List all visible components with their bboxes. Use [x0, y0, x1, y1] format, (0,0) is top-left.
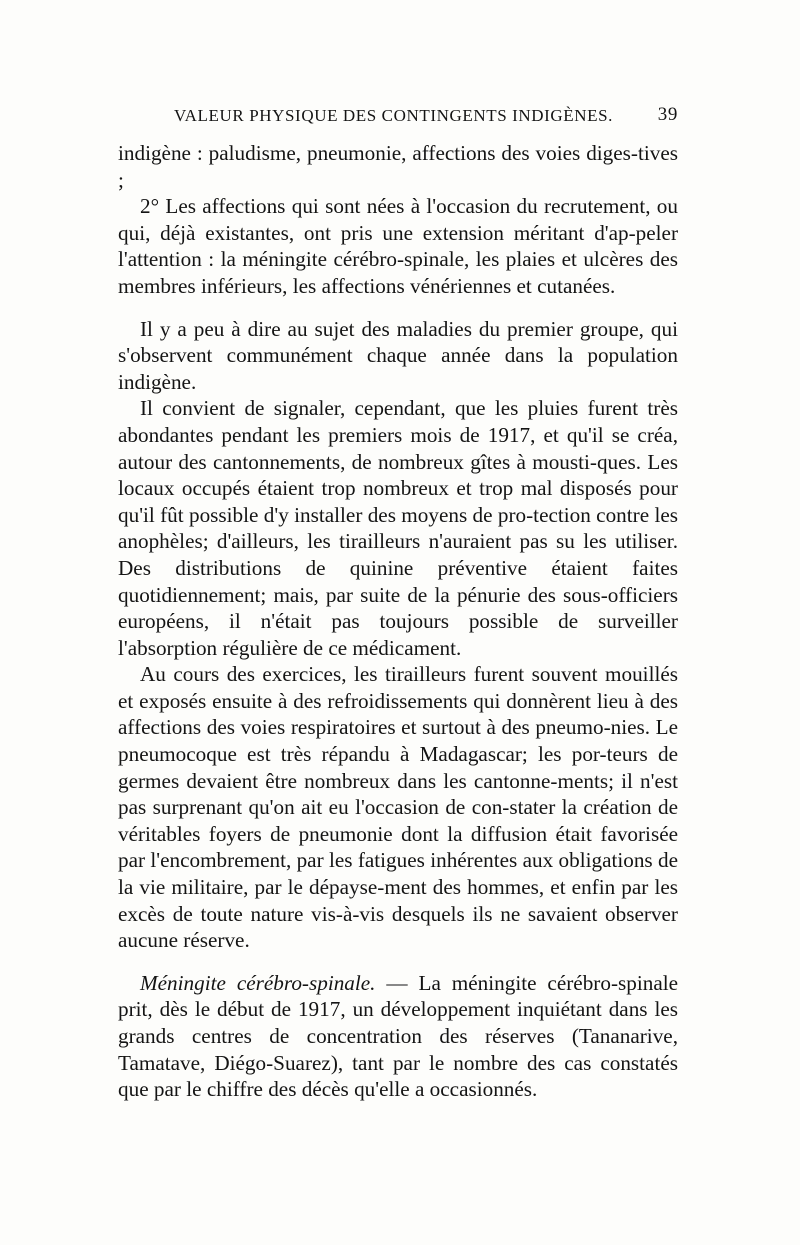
section-heading: Méningite cérébro-spinale.	[140, 970, 376, 995]
paragraph-pneumonia: Au cours des exercices, les tirailleurs furent souvent mouillés et exposés ensuite à des refroidissements qui donnèrent lieu à des affections des voies respiratoires et surtout à des pneumo-nies. Le pneumocoque est très répandu à Madagascar; les por-teurs de germes devaient être nombreux dans les cantonne-ments; il n'est pas surprenant qu'on ait eu l'occasion de con-stater la création de véritables foyers de pneumonie dont la diffusion était favorisée par l'encombrement, par les fatigues inhérentes aux obligations de la vie militaire, par le dépayse-ment des hommes, et enfin par les excès de toute nature vis-à-vis desquels ils ne savaient observer aucune réserve.	[118, 662, 678, 953]
body-text	[118, 140, 678, 1103]
paragraph-meningitis	[118, 970, 678, 1103]
page-number: 39	[657, 104, 678, 125]
meningitis-text: La méningite cérébro-spinale prit, dès le début de 1917, un développement inquiétant dans les grands centres de concentration des réserves (Tananarive, Tamatave, Diégo-Suarez), tant par le nombre des cas constatés que par le chiffre des décès qu'elle a occasionnés.	[118, 970, 679, 1102]
paragraph-list-item-2: 2° Les affections qui sont nées à l'occasion du recrutement, ou qui, déjà existantes, ont pris une extension méritant d'ap-peler l'attention : la méningite cérébro-spinale, les plaies et ulcères des membres inférieurs, les affections vénériennes et cutanées.	[118, 194, 678, 298]
paragraph-continuation: indigène : paludisme, pneumonie, affections des voies diges-tives ;	[118, 141, 678, 192]
heading-dash: —	[375, 970, 419, 995]
running-title: VALEUR PHYSIQUE DES CONTINGENTS INDIGÈNES.	[174, 106, 614, 125]
paragraph-malaria: Il convient de signaler, cependant, que les pluies furent très abondantes pendant les premiers mois de 1917, et qu'il se créa, autour des cantonnements, de nombreux gîtes à mousti-ques. Les locaux occupés étaient trop nombreux et trop mal disposés pour qu'il fût possible d'y installer des moyens de pro-tection contre les anophèles; d'ailleurs, les tirailleurs n'auraient pas su les utiliser. Des distributions de quinine préventive étaient faites quotidiennement; mais, par suite de la pénurie des sous-officiers européens, il n'était pas toujours possible de surveiller l'absorption régulière de ce médicament.	[118, 396, 678, 660]
paragraph-first-group: Il y a peu à dire au sujet des maladies du premier groupe, qui s'observent communément chaque année dans la population indigène.	[118, 316, 678, 394]
running-header	[118, 100, 678, 128]
book-page	[118, 100, 678, 1103]
